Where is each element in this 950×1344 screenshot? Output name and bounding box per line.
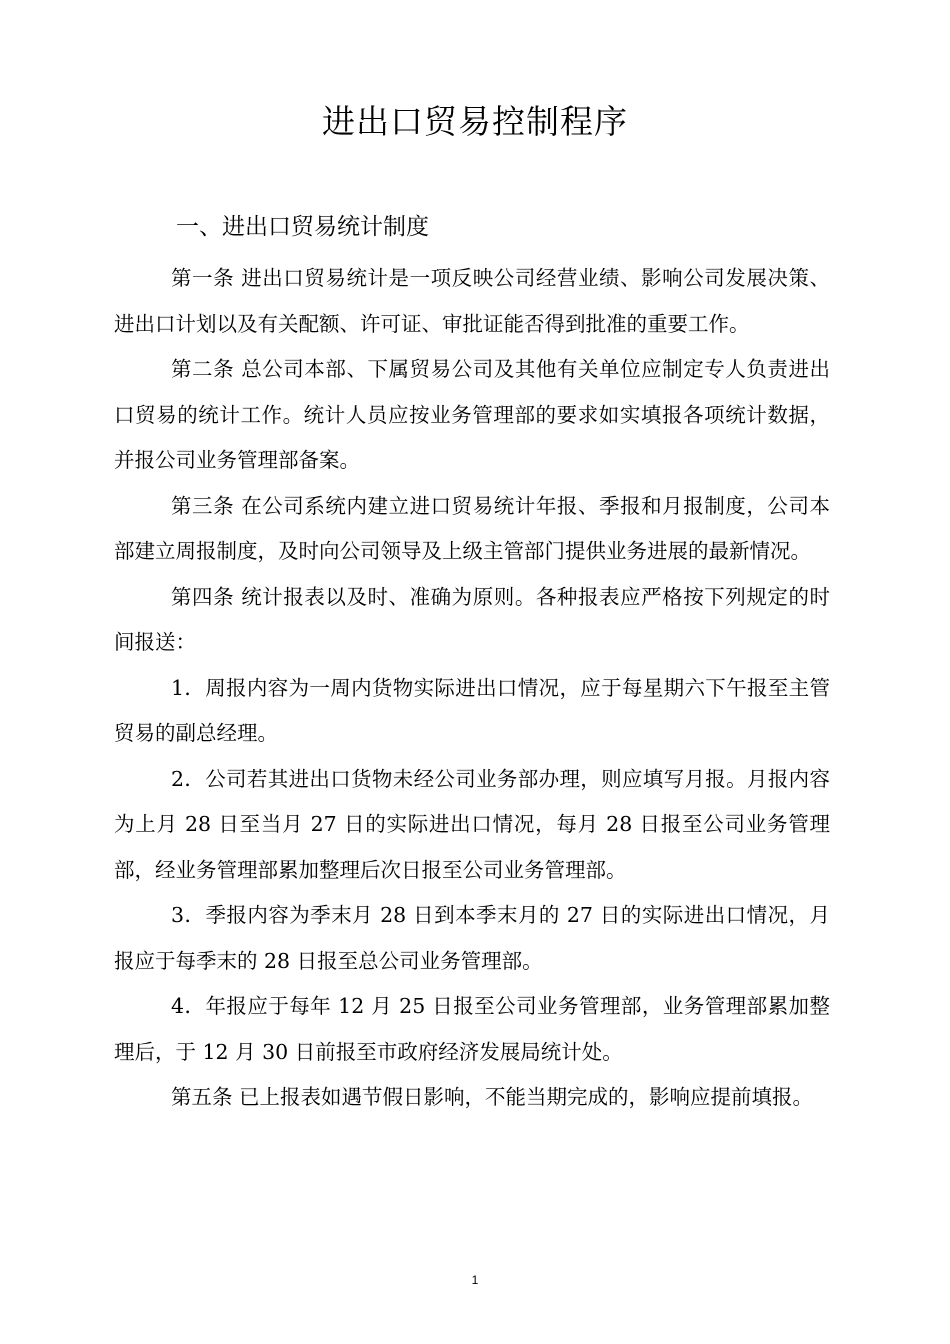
paragraph-article-4: 第四条 统计报表以及时、准确为原则。各种报表应严格按下列规定的时间报送： bbox=[114, 584, 830, 654]
document-title: 进出口贸易控制程序 bbox=[322, 102, 628, 141]
paragraph-article-5: 第五条 已上报表如遇节假日影响，不能当期完成的，影响应提前填报。 bbox=[171, 1085, 814, 1109]
paragraph-article-3: 第三条 在公司系统内建立进口贸易统计年报、季报和月报制度，公司本部建立周报制度，及时向公司领导及上级主管部门提供业务进展的最新情况。 bbox=[114, 493, 830, 563]
paragraph-item-1: 1．周报内容为一周内货物实际进出口情况，应于每星期六下午报至主管贸易的副总经理。 bbox=[114, 675, 830, 745]
paragraph-item-2: 2．公司若其进出口货物未经公司业务部办理，则应填写月报。月报内容为上月 28 日至当月 27 日的实际进出口情况，每月 28 日报至公司业务管理部，经业务管理部累加整理后次日报至公司业务管理部。 bbox=[114, 766, 830, 882]
paragraph-item-4: 4．年报应于每年 12 月 25 日报至公司业务管理部，业务管理部累加整理后，于 12 月 30 日前报至市政府经济发展局统计处。 bbox=[114, 994, 830, 1064]
document-body bbox=[114, 256, 830, 1121]
paragraph-item-3: 3．季报内容为季末月 28 日到本季末月的 27 日的实际进出口情况，月报应于每季末的 28 日报至总公司业务管理部。 bbox=[114, 903, 830, 973]
paragraph-article-1: 第一条 进出口贸易统计是一项反映公司经营业绩、影响公司发展决策、进出口计划以及有关配额、许可证、审批证能否得到批准的重要工作。 bbox=[114, 266, 830, 336]
paragraph-article-2: 第二条 总公司本部、下属贸易公司及其他有关单位应制定专人负责进出口贸易的统计工作。统计人员应按业务管理部的要求如实填报各项统计数据，并报公司业务管理部备案。 bbox=[114, 357, 830, 472]
page-number: 1 bbox=[471, 1273, 479, 1287]
section-heading: 一、进出口贸易统计制度 bbox=[176, 214, 429, 240]
